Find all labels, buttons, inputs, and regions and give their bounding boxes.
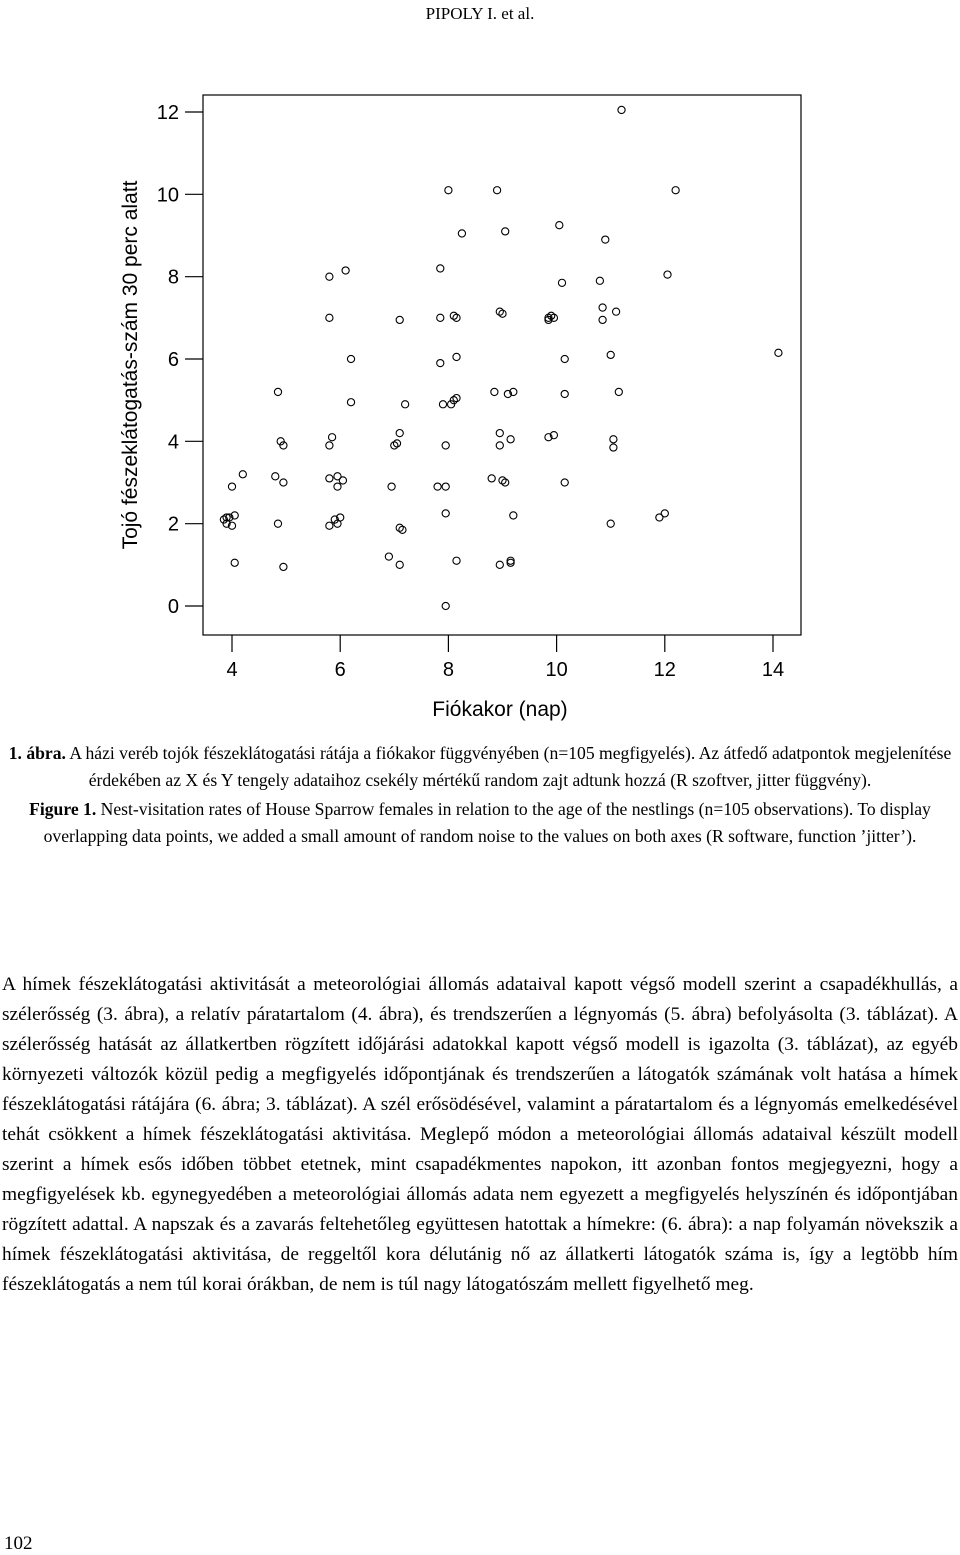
y-tick-label: 8 <box>167 266 179 289</box>
running-head-smallcaps: IPOLY <box>435 4 483 23</box>
body-paragraph: A hímek fészeklátogatási aktivitását a meteorológiai állomás adataival kapott végső modell szerint a csapadékhullás, a szélerősség (3. ábra), a relatív páratartalom (4. ábra), és trendszerűen a légnyomás (5. ábra) befolyásolta (3. táblázat). A szélerősség hatását az állatkertben rögzített időjárási adatokkal kapott végső modell is igazolta (3. táblázat), az egyéb környezeti változók közül pedig a megfigyelés időpontjának és trendszerűen a látogatók számának volt hatása a hímek fészeklátogatási rátájára (6. ábra; 3. táblázat). A szél erősödésével, valamint a páratartalom és a légnyomás emelkedésével tehát csökkent a hímek fészeklátogatási aktivitása. Meglepő módon a meteorológiai állomás adataival készült modell szerint a hímek esős időben többet etetnek, mint csapadékmentes napokon, itt azonban fontos megjegyezni, hogy a megfigyelések kb. egynegyedében a meteorológiai állomás adata nem egyezett a megfigyelés helyszínén és időpontjában rögzített adattal. A napszak és a zavarás feltehetőleg együttesen hatottak a hímekre: (6. ábra): a nap folyamán növekszik a hímek fészeklátogatási aktivitása, de reggeltől kora délutánig nő az állatkerti látogatók száma is, így a legtöbb hím fészeklátogatás a nem túl korai órákban, de nem is túl nagy látogatószám mellett figyelhető meg. <box>2 974 958 1295</box>
x-tick-label: 4 <box>226 659 238 681</box>
data-point <box>510 512 517 519</box>
x-axis <box>226 635 784 681</box>
running-head-suffix: I. et al. <box>482 4 535 23</box>
x-tick-label: 12 <box>653 659 676 681</box>
scatter-chart <box>0 0 960 730</box>
plot-frame <box>203 95 801 635</box>
y-axis <box>157 102 203 618</box>
data-point <box>556 222 563 229</box>
caption-en-text: Nest-visitation rates of House Sparrow females in relation to the age of the nestlings (n=105 observations). To display overlapping data points, we added a small amount of random noise to the values on both axes (R software, function ’jitter’). <box>43 799 931 846</box>
data-point <box>326 314 333 321</box>
data-point <box>491 388 498 395</box>
y-tick-label: 10 <box>156 184 179 207</box>
data-point <box>274 388 281 395</box>
data-point <box>607 520 614 527</box>
figure-caption <box>4 740 956 850</box>
data-point <box>239 471 246 478</box>
data-point <box>458 230 465 237</box>
y-axis-label: Tojó fészeklátogatás-szám 30 perc alatt <box>119 180 142 550</box>
data-point <box>558 279 565 286</box>
data-point <box>496 442 503 449</box>
data-point <box>396 561 403 568</box>
data-point <box>672 187 679 194</box>
y-tick-label: 6 <box>167 349 179 371</box>
data-point <box>437 360 444 367</box>
caption-hungarian <box>4 740 956 794</box>
y-tick-label: 12 <box>156 102 179 124</box>
x-tick-label: 14 <box>761 659 785 681</box>
data-point <box>496 430 503 437</box>
y-tick-label: 2 <box>167 513 179 536</box>
data-point <box>453 353 460 360</box>
data-point <box>228 483 235 490</box>
x-tick-label: 8 <box>442 659 454 681</box>
data-point <box>339 477 346 484</box>
data-point <box>280 479 287 486</box>
data-point <box>326 442 333 449</box>
data-point <box>442 442 449 449</box>
caption-hu-label: 1. ábra. <box>8 743 66 763</box>
data-point <box>596 277 603 284</box>
data-point <box>272 473 279 480</box>
caption-hu-text: A házi veréb tojók fészeklátogatási rátája a fiókakor függvényében (n=105 megfigyelés). Az átfedő adatpontok megjelenítése érdekében az X és Y tengely adataihoz csekély mértékű random zajt adtunk hozzá (R szoftver, jitter függvény). <box>65 743 952 790</box>
data-point <box>434 483 441 490</box>
data-point <box>496 561 503 568</box>
data-point <box>561 479 568 486</box>
data-point <box>439 401 446 408</box>
data-point <box>396 430 403 437</box>
data-point <box>488 475 495 482</box>
data-point <box>493 187 500 194</box>
data-point <box>442 510 449 517</box>
data-point <box>775 349 782 356</box>
x-tick-label: 6 <box>334 659 346 681</box>
data-point <box>385 553 392 560</box>
data-point <box>664 271 671 278</box>
data-point <box>347 399 354 406</box>
data-point <box>396 316 403 323</box>
data-point <box>437 265 444 272</box>
data-point <box>334 483 341 490</box>
page-number: 102 <box>4 1533 33 1554</box>
data-point <box>274 520 281 527</box>
data-point <box>613 308 620 315</box>
x-axis-label: Fiókakor (nap) <box>432 698 568 721</box>
data-points <box>220 106 782 609</box>
caption-english <box>4 796 956 850</box>
data-point <box>326 273 333 280</box>
data-point <box>342 267 349 274</box>
running-head-initial: P <box>425 4 436 23</box>
data-point <box>599 316 606 323</box>
data-point <box>328 434 335 441</box>
data-point <box>615 388 622 395</box>
data-point <box>618 106 625 113</box>
data-point <box>610 444 617 451</box>
x-tick-label: 10 <box>545 659 568 681</box>
data-point <box>442 483 449 490</box>
data-point <box>502 228 509 235</box>
data-point <box>561 390 568 397</box>
data-point <box>445 187 452 194</box>
data-point <box>507 436 514 443</box>
y-tick-label: 4 <box>167 431 179 454</box>
data-point <box>442 602 449 609</box>
data-point <box>437 314 444 321</box>
data-point <box>402 401 409 408</box>
data-point <box>610 436 617 443</box>
data-point <box>561 355 568 362</box>
data-point <box>602 236 609 243</box>
data-point <box>326 522 333 529</box>
data-point <box>607 351 614 358</box>
data-point <box>453 557 460 564</box>
y-tick-label: 0 <box>167 596 179 618</box>
data-point <box>599 304 606 311</box>
caption-en-label: Figure 1. <box>29 799 97 819</box>
data-point <box>231 559 238 566</box>
data-point <box>661 510 668 517</box>
data-point <box>388 483 395 490</box>
data-point <box>347 355 354 362</box>
data-point <box>280 563 287 570</box>
data-point <box>326 475 333 482</box>
